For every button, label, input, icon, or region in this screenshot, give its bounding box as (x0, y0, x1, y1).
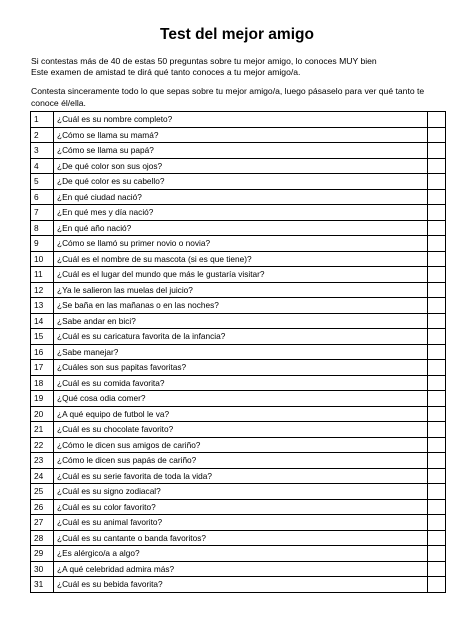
question-text: ¿Cuál es su serie favorita de toda la vida? (54, 468, 428, 484)
answer-cell[interactable] (428, 282, 446, 298)
question-text: ¿Cuál es su nombre completo? (54, 112, 428, 128)
question-row (31, 515, 446, 531)
question-number: 13 (31, 298, 54, 314)
question-row (31, 282, 446, 298)
intro-paragraph-2: Este examen de amistad te dirá qué tanto conoces a tu mejor amigo/a. (31, 67, 301, 77)
answer-cell[interactable] (428, 453, 446, 469)
answer-cell[interactable] (428, 499, 446, 515)
question-number: 3 (31, 143, 54, 159)
answer-cell[interactable] (428, 515, 446, 531)
question-row (31, 313, 446, 329)
question-row (31, 453, 446, 469)
question-number: 2 (31, 127, 54, 143)
question-number: 17 (31, 360, 54, 376)
answer-cell[interactable] (428, 577, 446, 593)
question-text: ¿Cómo le dicen sus amigos de cariño? (54, 437, 428, 453)
question-text: ¿Cuál es el nombre de su mascota (si es que tiene)? (54, 251, 428, 267)
question-text: ¿En qué ciudad nació? (54, 189, 428, 205)
answer-cell[interactable] (428, 267, 446, 283)
question-row (31, 530, 446, 546)
answer-cell[interactable] (428, 298, 446, 314)
answer-cell[interactable] (428, 189, 446, 205)
question-number: 29 (31, 546, 54, 562)
question-row (31, 112, 446, 128)
question-row (31, 391, 446, 407)
answer-cell[interactable] (428, 127, 446, 143)
answer-cell[interactable] (428, 546, 446, 562)
question-row (31, 484, 446, 500)
question-row (31, 406, 446, 422)
question-text: ¿Cuál es su caricatura favorita de la infancia? (54, 329, 428, 345)
page-title: Test del mejor amigo (160, 26, 314, 43)
question-number: 26 (31, 499, 54, 515)
question-number: 4 (31, 158, 54, 174)
question-text: ¿De qué color son sus ojos? (54, 158, 428, 174)
answer-cell[interactable] (428, 375, 446, 391)
answer-cell[interactable] (428, 112, 446, 128)
question-text: ¿De qué color es su cabello? (54, 174, 428, 190)
question-row (31, 422, 446, 438)
answer-cell[interactable] (428, 437, 446, 453)
question-text: ¿Sabe manejar? (54, 344, 428, 360)
question-text: ¿Cómo le dicen sus papás de cariño? (54, 453, 428, 469)
question-number: 21 (31, 422, 54, 438)
question-number: 25 (31, 484, 54, 500)
question-text: ¿Cuál es el lugar del mundo que más le gustaría visitar? (54, 267, 428, 283)
question-text: ¿Cuál es su signo zodiacal? (54, 484, 428, 500)
question-text: ¿Sabe andar en bici? (54, 313, 428, 329)
question-text: ¿En qué año nació? (54, 220, 428, 236)
answer-cell[interactable] (428, 422, 446, 438)
answer-cell[interactable] (428, 484, 446, 500)
question-number: 8 (31, 220, 54, 236)
answer-cell[interactable] (428, 344, 446, 360)
question-text: ¿Cuál es su cantante o banda favoritos? (54, 530, 428, 546)
question-row (31, 437, 446, 453)
question-text: ¿Cómo se llama su papá? (54, 143, 428, 159)
question-text: ¿Ya le salieron las muelas del juicio? (54, 282, 428, 298)
question-row (31, 298, 446, 314)
question-number: 7 (31, 205, 54, 221)
question-row (31, 468, 446, 484)
question-row (31, 329, 446, 345)
question-text: ¿Cómo se llamó su primer novio o novia? (54, 236, 428, 252)
answer-cell[interactable] (428, 468, 446, 484)
question-text: ¿A qué equipo de futbol le va? (54, 406, 428, 422)
question-number: 6 (31, 189, 54, 205)
question-number: 11 (31, 267, 54, 283)
question-row (31, 189, 446, 205)
question-row (31, 236, 446, 252)
question-row (31, 158, 446, 174)
question-number: 1 (31, 112, 54, 128)
question-text: ¿Es alérgico/a a algo? (54, 546, 428, 562)
question-text: ¿Cuál es su bebida favorita? (54, 577, 428, 593)
questions-table (30, 111, 446, 593)
intro-paragraph-1: Si contestas más de 40 de estas 50 preguntas sobre tu mejor amigo, lo conoces MUY bien (31, 56, 377, 66)
question-text: ¿Cómo se llama su mamá? (54, 127, 428, 143)
question-number: 24 (31, 468, 54, 484)
answer-cell[interactable] (428, 561, 446, 577)
question-number: 23 (31, 453, 54, 469)
question-number: 20 (31, 406, 54, 422)
answer-cell[interactable] (428, 406, 446, 422)
question-number: 28 (31, 530, 54, 546)
question-text: ¿Cuál es su color favorito? (54, 499, 428, 515)
question-number: 15 (31, 329, 54, 345)
answer-cell[interactable] (428, 205, 446, 221)
answer-cell[interactable] (428, 220, 446, 236)
answer-cell[interactable] (428, 251, 446, 267)
question-row (31, 375, 446, 391)
answer-cell[interactable] (428, 143, 446, 159)
question-number: 9 (31, 236, 54, 252)
answer-cell[interactable] (428, 158, 446, 174)
question-number: 27 (31, 515, 54, 531)
question-number: 12 (31, 282, 54, 298)
question-row (31, 143, 446, 159)
answer-cell[interactable] (428, 174, 446, 190)
question-row (31, 577, 446, 593)
question-text: ¿Cuáles son sus papitas favoritas? (54, 360, 428, 376)
question-row (31, 546, 446, 562)
answer-cell[interactable] (428, 391, 446, 407)
question-text: ¿Cuál es su comida favorita? (54, 375, 428, 391)
question-row (31, 205, 446, 221)
answer-cell[interactable] (428, 360, 446, 376)
question-text: ¿Cuál es su chocolate favorito? (54, 422, 428, 438)
question-number: 16 (31, 344, 54, 360)
question-text: ¿Se baña en las mañanas o en las noches? (54, 298, 428, 314)
question-row (31, 267, 446, 283)
answer-cell[interactable] (428, 530, 446, 546)
question-number: 31 (31, 577, 54, 593)
question-row (31, 251, 446, 267)
answer-cell[interactable] (428, 236, 446, 252)
question-text: ¿En qué mes y día nació? (54, 205, 428, 221)
question-row (31, 127, 446, 143)
question-row (31, 174, 446, 190)
answer-cell[interactable] (428, 313, 446, 329)
question-number: 19 (31, 391, 54, 407)
question-number: 22 (31, 437, 54, 453)
answer-cell[interactable] (428, 329, 446, 345)
question-row (31, 360, 446, 376)
question-row (31, 499, 446, 515)
question-number: 5 (31, 174, 54, 190)
question-number: 10 (31, 251, 54, 267)
question-text: ¿Cuál es su animal favorito? (54, 515, 428, 531)
question-row (31, 344, 446, 360)
intro-paragraph-3: Contesta sinceramente todo lo que sepas sobre tu mejor amigo/a, luego pásaselo para ver qué tanto te conoce él/ella. (31, 86, 425, 108)
question-text: ¿A qué celebridad admira más? (54, 561, 428, 577)
question-number: 18 (31, 375, 54, 391)
question-row (31, 220, 446, 236)
question-text: ¿Qué cosa odia comer? (54, 391, 428, 407)
question-number: 30 (31, 561, 54, 577)
question-row (31, 561, 446, 577)
question-number: 14 (31, 313, 54, 329)
